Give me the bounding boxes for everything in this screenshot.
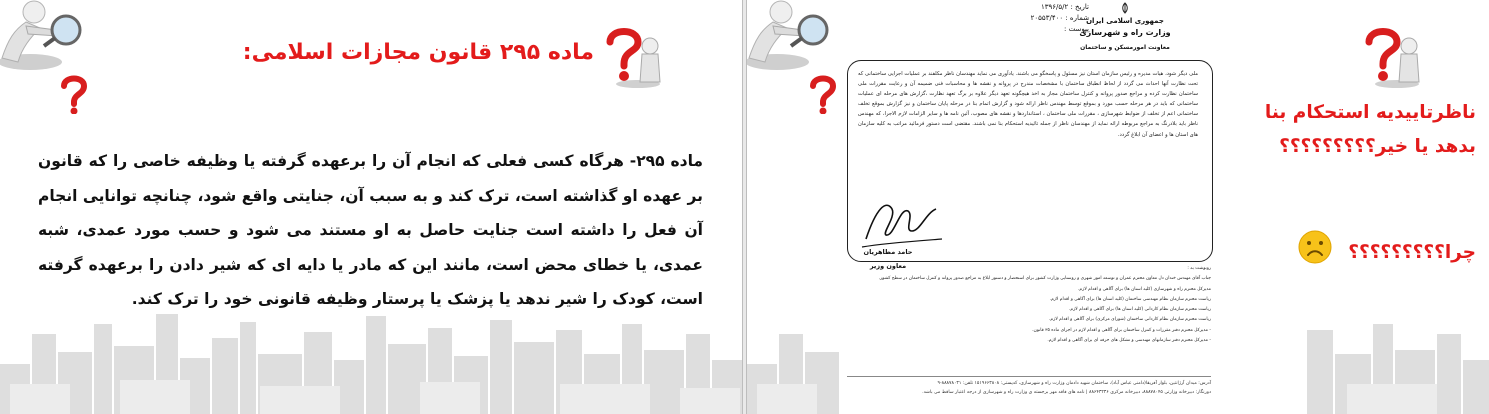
thinking-figure-icon bbox=[604, 26, 664, 88]
copy-line: - مدیرکل محترم دفتر مقررات و کنترل ساختمان برای آگاهی و اقدام لازم در اجرای ماده ۳۵ قانون. bbox=[1032, 327, 1211, 333]
letter-deputy: معاونت امورمسکن و ساختمان bbox=[1080, 44, 1170, 51]
slide-left bbox=[0, 0, 743, 414]
inspector-question bbox=[1246, 96, 1476, 164]
letter-body-text: ملی دیگر شود، هیات مدیره و رئیس سازمان استان نیز مسئول و پاسخگو می باشند. یادآوری می نماید مهندسان ناظر مکلفند بر عملیات اجرایی ساختمانی که تحت نظارت آنها احداث می گردد از لحاظ انطباق ساختمان با مشخصات مندرج در پروانه و نقشه ها و محاسبات فنی ضمیمه آن و رعایت مقررات ملی ساختمان نظارت کرده و مراجع صدور پروانه و کنترل ساختمان مجاز به اخذ هیچگونه تعهد دیگر علاوه بر برگ تعهد نظارت ،گزارش های مرحله ای عملیات ساختمانی که باید در هر مرحله حسب مورد و بموقع توسط مهندس ناظر ارائه شود و گزارش اتمام بنا در مرحله پایان ساختمان و نیز گزارش بموقع تخلف ساختمانی اعم از تخلف از ضوابط شهرسازی ، مقررات ملی ساختمان ، استانداردها و نقشه های مصوب، آئین نامه ها و سایر الزامات لازم الاجرا، که مهندس ناظر باید بلادرنگ به مراجع مربوطه ارائه نماید از مهندسان ناظر از جمله تائیدیه استحکام بنا نمی باشند. مقتضی است دستور فرمائید مراتب به کلیه سازمان های استان ها و اعضای آن ابلاغ گردد. bbox=[858, 71, 1198, 138]
org-line-2: وزارت راه و شهرسازی bbox=[1079, 28, 1171, 37]
copy-line: ریاست محترم سازمان نظام کاردانی (کلیه استان ها) برای آگاهی و اقدام لازم. bbox=[1068, 307, 1211, 313]
iran-emblem-icon bbox=[1119, 2, 1131, 14]
question-mark-icon bbox=[60, 74, 88, 114]
question-line-2: بدهد یا خیر؟؟؟؟؟؟؟؟؟ bbox=[1279, 136, 1476, 157]
article-295-text: ماده ۲۹۵- هرگاه کسی فعلی که انجام آن را برعهده گرفته یا وظیفه خاصی را که قانون بر عهده او گذاشته است، ترک کند و به سبب آن، جنایتی واقع شود، چنانچه توانایی انجام آن فعل را داشته است جنایت حاصل به او مستند می شود و حسب مورد عمدی، شبه عمدی، یا خطای محض است، مانند این که مادر یا دایه ای که شیر دادن را برعهده گرفته است، کودک را شیر ندهد یا پزشک یا پرستار وظیفه قانونی خود را ترک کند. bbox=[38, 152, 704, 308]
slide-title: ماده ۲۹۵ قانون مجازات اسلامی: bbox=[242, 40, 594, 65]
letter-org bbox=[1075, 16, 1175, 38]
letter-meta bbox=[971, 2, 1089, 35]
signer-title: معاون وزیر bbox=[869, 262, 907, 270]
copy-line: رونوشت به : bbox=[1187, 266, 1211, 271]
city-skyline-background bbox=[0, 294, 742, 414]
magnifier-figure-icon bbox=[0, 0, 90, 70]
magnifier-figure-icon bbox=[747, 0, 837, 70]
footer-address: آدرس: میدان آرژانتین، بلوار آفریقا(دامنی عباس آباد)، ساختمان شهید دادمان وزارت راه و شهرسازی، کدپستی: ۱۵۱۹۶۶۳۸۰۸ تلفن: ۸۸۸۷۸۰۳۱-۹ bbox=[937, 381, 1211, 386]
thinking-figure-icon bbox=[1363, 26, 1423, 88]
org-line-1: جمهوری اسلامی ایران bbox=[1086, 17, 1164, 25]
copy-line: ریاست محترم سازمان نظام مهندسی ساختمان (کلیه استان ها) برای آگاهی و اقدام لازم. bbox=[1049, 296, 1211, 302]
slide-right bbox=[746, 0, 1489, 414]
letter-number: شماره : ۲۰۵۵۳/۴۰۰ bbox=[1030, 14, 1089, 22]
letter-attachment: پیوست : bbox=[1064, 25, 1089, 33]
sad-face-icon bbox=[1298, 230, 1332, 264]
copy-line: - مدیرکل محترم دفتر سازمانهای مهندسی و تشکل های حرفه ای برای آگاهی و اقدام لازم. bbox=[1047, 338, 1211, 344]
footer-note: دورنگار: دبیرخانه وزارتی ۸۸۸۷۸۰۴۵، دبیرخانه مرکزی ۸۸۶۴۳۲۳۶ | نامه های فاقد مهر برجسته ی وزارت راه و شهرسازی از درجه اعتبار ساقط می باشد. bbox=[922, 390, 1211, 395]
question-line-1: ناظرتاییدیه استحکام بنا bbox=[1264, 102, 1476, 123]
city-skyline-background bbox=[747, 294, 1489, 414]
question-mark-icon bbox=[809, 74, 837, 114]
why-text: چرا؟؟؟؟؟؟؟؟؟ bbox=[1348, 242, 1476, 263]
copy-line: جناب آقای مهندس خندان دل معاون محترم عمران و توسعه امور شهری و روستایی وزارت کشور برای استحضار و دستور ابلاغ به مراجع صدور پروانه و کنترل ساختمان در سطح کشور. bbox=[878, 276, 1211, 282]
signer-name: حامد مظاهریان bbox=[863, 248, 913, 256]
letter-date: تاریخ : ۱۳۹۶/۵/۲ bbox=[1040, 3, 1089, 11]
copy-line: مدیرکل محترم راه و شهرسازی (کلیه استان ها) برای آگاهی و اقدام لازم. bbox=[1077, 286, 1211, 292]
copy-line: ریاست محترم سازمان نظام کاردانی ساختمان (شورای مرکزی) برای آگاهی و اقدام لازم. bbox=[1049, 317, 1211, 323]
